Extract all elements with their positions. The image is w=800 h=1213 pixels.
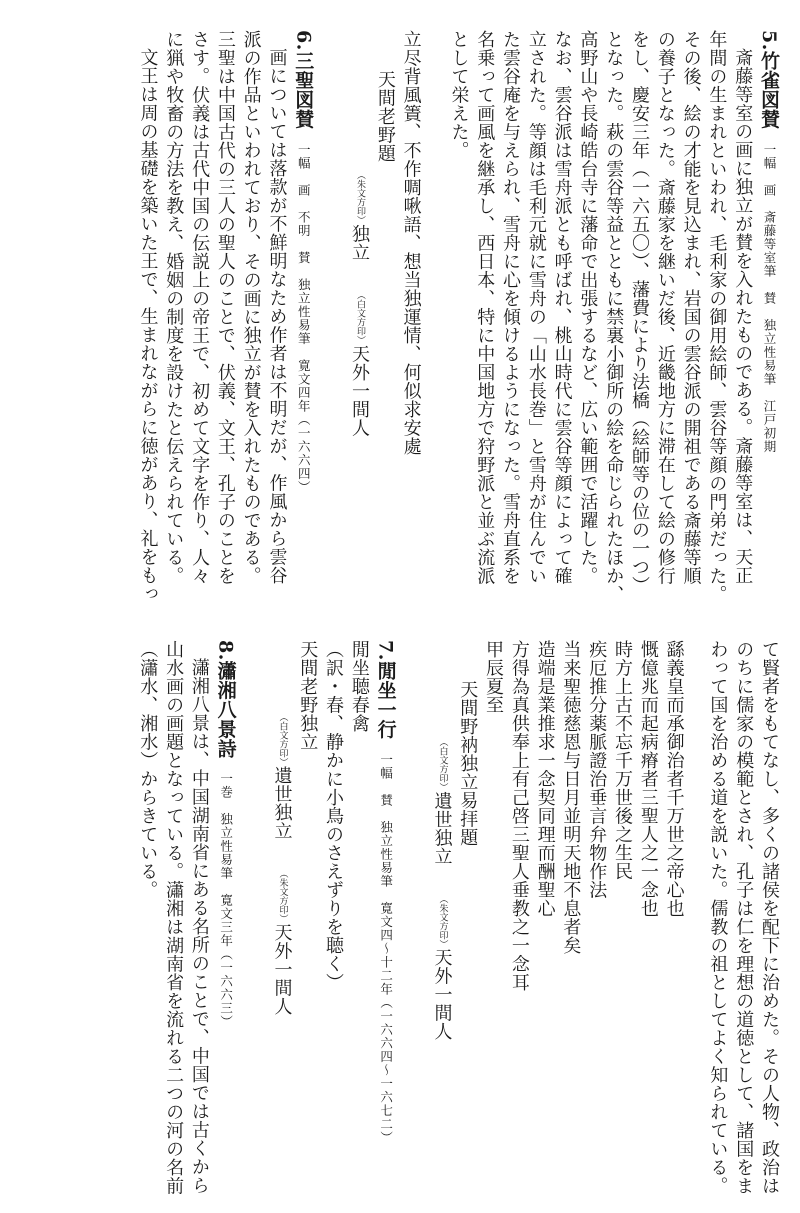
- sec5-signature: 天間老野題: [374, 69, 396, 163]
- top-section: [22, 30, 782, 604]
- sec7-number: 7.: [374, 640, 397, 661]
- sec7-poem: 閒坐聴春禽: [348, 640, 370, 733]
- sec5-line-8: なお、雲谷派は雪舟派とも呼ばれ、桃山時代に雲谷等顔によって確: [551, 30, 573, 585]
- sec5-seal1-label: （朱文方印）: [355, 170, 366, 225]
- sec6-cont-line-1: て賢者をもてなし、多くの諸侯を配下に治めた。その人物、政治は: [759, 640, 780, 1195]
- sec5-meta: 一幅 画 斎藤等室筆 賛 独立性易筆 江戸初期: [762, 142, 777, 454]
- spacer: [399, 640, 429, 1195]
- spacer: [239, 640, 269, 1195]
- sec6-seal2: 天外一間人: [431, 947, 453, 1041]
- sec5-line-4: の養子となった。斎藤家を継いだ後、近畿地方に滞在して絵の修行: [654, 30, 676, 585]
- sec7-meta: 一幅 賛 独立性易筆 寛文四〜十二年（一六六四〜一六七二）: [378, 752, 394, 1145]
- sec6-poem-line-3: 時方上古不忘千万世後之生民: [612, 640, 634, 881]
- sec8-heading: [212, 640, 239, 1195]
- sec6-line-1: 画については落款が不鮮明なため作者は不明だが、作風から雲谷: [266, 48, 288, 585]
- bottom-section: [22, 640, 782, 1195]
- sec5-line-6: となった。萩の雲谷等益とともに禁裏小御所の絵を命じられたほか、: [603, 30, 625, 604]
- sec6-seal2-label: （朱文方印）: [437, 893, 448, 948]
- sec5-title: 竹雀図賛: [758, 50, 780, 129]
- sec6-poem-line-5: 当来聖徳慈恩与日月並明天地不息者矣: [560, 640, 582, 955]
- sec6-poem-line-8: 甲辰夏至: [483, 640, 505, 714]
- sec5-line-9: 立された。等顔は毛利元就に雪舟の「山水長巻」と雪舟が住んでい: [525, 30, 547, 585]
- sec7-translation: （訳・春、静かに小鳥のさえずりを聴く）: [323, 640, 345, 992]
- sec5-number: 5.: [758, 30, 780, 51]
- sec6-title: 三聖図賛: [292, 50, 315, 129]
- sec6-number: 6.: [292, 30, 315, 51]
- sec5-seal2-label: （白文方印）: [355, 290, 366, 345]
- sec6-line-2: 派の作品といわれており、その画に独立が賛を入れたものである。: [240, 30, 262, 585]
- sec5-line-1: 斎藤等室の画に独立が賛を入れたものである。斎藤等室は、天正: [732, 48, 754, 585]
- sec5-line-3: その後、絵の才能を見込まれ、岩国の雲谷派の開祖である斎藤等順: [680, 30, 702, 585]
- sec6-poem-line-6: 造端是業推求一念契同理而酬聖心: [534, 640, 556, 918]
- sec6-line-5: に猟や牧畜の方法を教え、婚姻の制度を設けたと伝えられている。: [163, 30, 185, 585]
- sec6-line-3: 三聖は中国古代の三人の聖人のことで、伏義、文王、孔子のことを: [214, 30, 236, 585]
- sec8-meta: 一巻 独立性易筆 寛文三年（一六六三）: [218, 772, 234, 1029]
- sec6-meta: 一幅 画 不明 賛 独立性易筆 寛文四年（一六六四）: [296, 142, 312, 494]
- sec5-poem: 立尽背風簀、不作啁啾語、想当独運情、何似求安處: [400, 30, 422, 456]
- sec5-line-11: 名乗って画風を継承し、西日本、特に中国地方で狩野派と並ぶ流派: [474, 30, 496, 585]
- sec5-line-2: 年間の生まれといわれ、毛利家の御用絵師、雲谷等顔の門弟だった。: [706, 30, 728, 604]
- sec6-seal1-label: （白文方印）: [437, 737, 448, 792]
- sec6-seal1: 遺世独立: [431, 791, 453, 866]
- sec7-heading: [372, 640, 399, 1195]
- sec6-poem-line-4: 疾厄推分薬脈證治垂言弁物作法: [586, 640, 608, 899]
- sec6-heading: [289, 30, 316, 590]
- spacer: [316, 30, 346, 590]
- sec8-line-2: 山水画の画題となっている。瀟湘は湖南省を流れる二つの河の名前: [163, 640, 185, 1195]
- sec7-seal1-label: （白文方印）: [277, 711, 288, 766]
- sec8-number: 8.: [214, 640, 237, 661]
- sec6-cont-line-3: わって国を治める道を説いた。儒教の祖としてよく知られている。: [707, 640, 729, 1195]
- sec8-title: 瀟湘八景詩: [214, 660, 237, 759]
- sec7-seal2-label: （朱文方印）: [277, 868, 288, 923]
- sec7-title: 閒坐一行: [374, 660, 397, 739]
- sec7-signature: 天間老野独立: [297, 640, 319, 751]
- sec8-line-3: （瀟水、湘水）からきている。: [137, 640, 159, 899]
- sec7-seal1: 遺世独立: [271, 765, 293, 840]
- sec5-seals: [346, 30, 372, 590]
- sec6-line-6: 文王は周の基礎を築いた王で、生まれながらに徳があり、礼をもっ: [137, 48, 159, 603]
- sec5-seal2: 天外一間人: [349, 344, 371, 437]
- sec6-seals: [429, 640, 455, 1195]
- sec5-line-5: をし、慶安三年（一六五〇）、藩費により法橋（絵師等の位の一つ）: [629, 30, 651, 595]
- sec8-line-1: 瀟湘八景は、中国湖南省にある名所のことで、中国では古くから: [188, 658, 210, 1195]
- sec5-line-12: として栄えた。: [448, 30, 470, 160]
- sec6-poem-line-2: 慨億兆而起病瘠者三聖人之一念也: [637, 640, 659, 918]
- sec5-heading: [755, 30, 782, 590]
- sec5-line-7: 高野山や長崎皓台寺に藩命で出張するなど、広い範囲で活躍した。: [577, 30, 599, 585]
- sec7-seals: [269, 640, 295, 1195]
- sec6-poem-line-1: 繇義皇而承御治者千万世之帝心也: [663, 640, 685, 918]
- sec6-poem-line-7: 方得為真供奉上有己啓三聖人垂教之一念耳: [508, 640, 530, 992]
- sec6-cont-line-2: のちに儒家の模範とされ、孔子は仁を理想の道徳として、諸国をま: [733, 640, 755, 1195]
- sec7-seal2: 天外一間人: [271, 922, 293, 1016]
- spacer: [424, 30, 446, 590]
- spacer: [687, 640, 705, 1195]
- sec6-line-4: さす。伏義は古代中国の伝説上の帝王で、初めて文字を作り、人々: [189, 30, 211, 585]
- sec6-signature: 天間野衲独立易拝題: [457, 679, 479, 847]
- sec5-line-10: た雲谷庵を与えられ、雪舟に心を傾けるようになった。雪舟直系を: [500, 30, 522, 585]
- sec5-seal1: 独立: [349, 224, 371, 262]
